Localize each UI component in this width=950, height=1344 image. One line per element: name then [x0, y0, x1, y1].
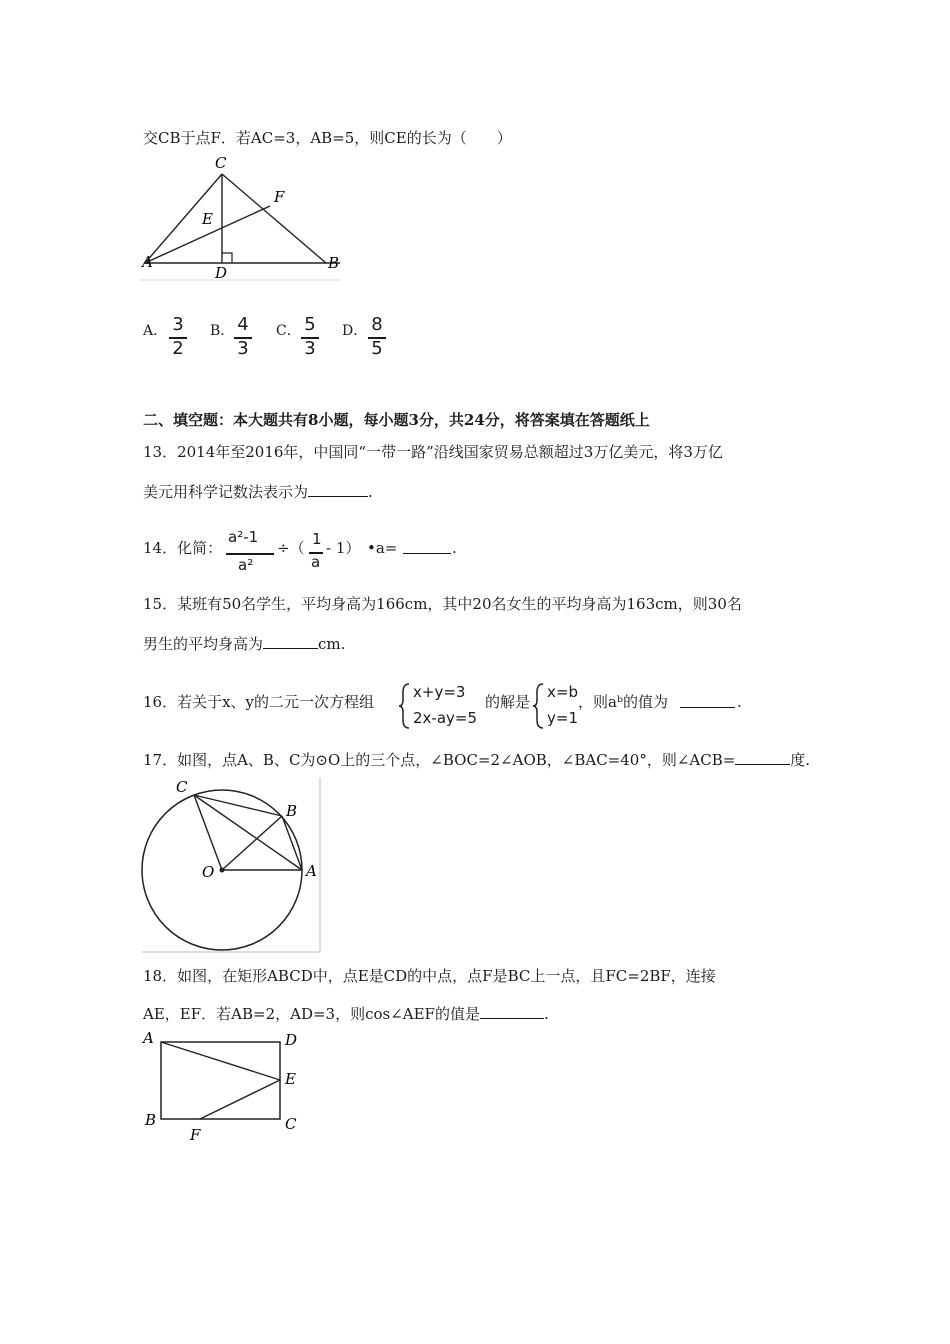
- q14-prefix: 14．化简：: [143, 539, 223, 557]
- q18-line2: [143, 1004, 549, 1024]
- label-A: A: [143, 1030, 154, 1047]
- label-O: O: [202, 863, 215, 881]
- label-B: B: [286, 802, 298, 820]
- label-D: D: [215, 264, 228, 282]
- q16-prefix: 16．若关于x、y的二元一次方程组: [143, 693, 375, 711]
- q14-inner-rest: - 1）: [326, 539, 361, 557]
- q16-end: .: [737, 693, 742, 711]
- option-num: 3: [172, 314, 184, 335]
- label-B: B: [145, 1111, 157, 1129]
- q13-line1: 13．2014年至2016年，中国同“一带一路”沿线国家贸易总额超过3万亿美元，将3万亿: [143, 443, 723, 461]
- answer-blank[interactable]: [403, 539, 451, 554]
- q16-sol1: x=b: [547, 683, 578, 701]
- q16-eq2: 2x-ay=5: [413, 709, 478, 727]
- section-heading: 二、填空题：本大题共有8小题，每小题3分，共24分，将答案填在答题纸上: [143, 411, 650, 429]
- q13-line2: [143, 482, 373, 502]
- q16-sol2: y=1: [547, 709, 578, 727]
- option-letter: A．: [143, 323, 168, 339]
- q18-text: AE，EF．若AB=2，AD=3，则cos∠AEF的值是: [143, 1005, 480, 1023]
- option-num: 5: [304, 314, 316, 335]
- option-den: 2: [172, 338, 184, 359]
- q14-inner-den: a: [311, 553, 321, 571]
- label-E: E: [202, 210, 213, 228]
- q12-text: 交CB于点F．若AC=3，AB=5，则CE的长为（ ）: [143, 129, 512, 147]
- answer-blank[interactable]: [308, 482, 368, 497]
- q14-end: .: [452, 539, 457, 557]
- answer-blank[interactable]: [735, 750, 790, 765]
- q15-text: 男生的平均身高为: [143, 635, 264, 653]
- q14-tail: •a=: [367, 539, 398, 557]
- q17-question: 17．如图，点A、B、C为⊙O上的三个点，∠BOC=2∠AOB，∠BAC=40°，则∠ACB=: [143, 751, 736, 769]
- q16-tail: ，则aᵇ的值为: [578, 693, 668, 711]
- q18-end: .: [543, 1005, 549, 1023]
- label-C: C: [285, 1115, 297, 1133]
- q15-line1: 15．某班有50名学生，平均身高为166cm，其中20名女生的平均身高为163cm，则30名: [143, 595, 742, 613]
- q14-div: ÷（: [277, 539, 305, 557]
- label-C: C: [215, 154, 227, 172]
- option-num: 8: [371, 314, 383, 335]
- brace-icon: [398, 682, 412, 730]
- option-letter: B．: [210, 323, 235, 339]
- label-B: B: [328, 254, 340, 272]
- brace-icon: [532, 682, 546, 730]
- option-den: 5: [371, 338, 383, 359]
- answer-blank[interactable]: [680, 693, 735, 708]
- q17-end: 度.: [790, 751, 811, 769]
- q13-text: 美元用科学记数法表示为: [143, 483, 309, 501]
- q15-end: cm.: [318, 635, 346, 653]
- option-den: 3: [304, 338, 316, 359]
- label-F: F: [190, 1126, 201, 1144]
- q16-mid: 的解是: [485, 693, 531, 711]
- q14-denominator: a²: [238, 556, 254, 574]
- label-A: A: [142, 253, 153, 271]
- label-D: D: [285, 1031, 298, 1049]
- option-den: 3: [237, 338, 249, 359]
- option-letter: C．: [276, 323, 301, 339]
- q15-line2: [143, 634, 345, 654]
- q17-circle-figure: [140, 774, 325, 956]
- option-num: 4: [237, 314, 249, 335]
- label-C: C: [176, 778, 188, 796]
- q14-inner-num: 1: [312, 530, 322, 548]
- q13-end: .: [368, 483, 373, 501]
- q14-numerator: a²-1: [228, 528, 259, 546]
- label-A: A: [306, 862, 317, 880]
- label-E: E: [285, 1070, 296, 1088]
- q17-text: [143, 750, 810, 770]
- q18-rectangle-figure: [140, 1030, 310, 1145]
- answer-blank[interactable]: [263, 634, 318, 649]
- q16-eq1: x+y=3: [413, 683, 466, 701]
- answer-blank[interactable]: [480, 1004, 544, 1019]
- q12-triangle-figure: [140, 152, 350, 282]
- label-F: F: [274, 188, 285, 206]
- option-letter: D．: [342, 323, 368, 339]
- q18-line1: 18．如图，在矩形ABCD中，点E是CD的中点，点F是BC上一点，且FC=2BF，连接: [143, 967, 716, 985]
